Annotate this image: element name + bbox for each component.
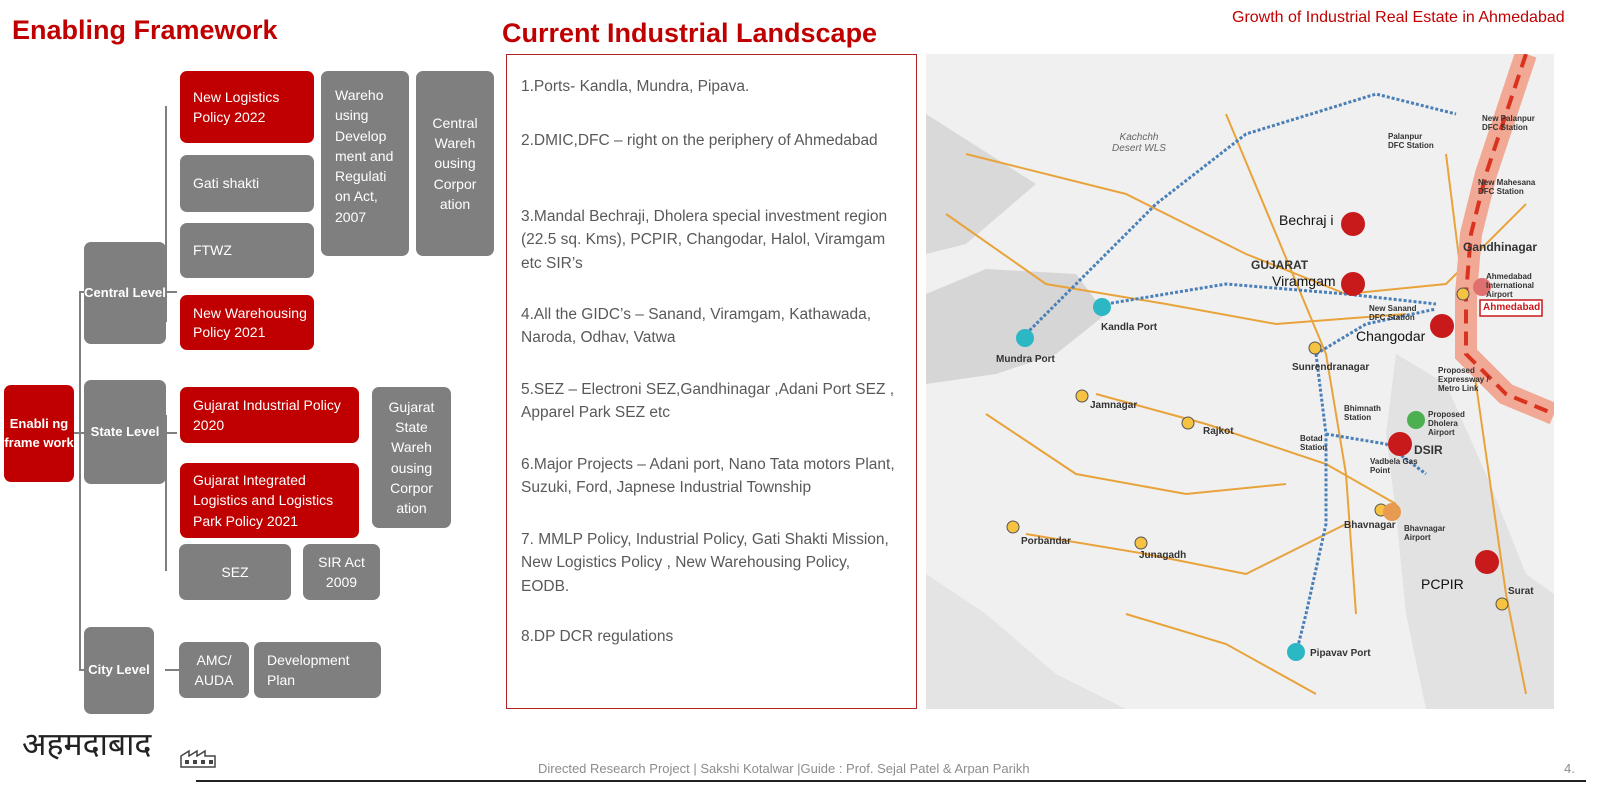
landscape-item-policies: 7. MMLP Policy, Industrial Policy, Gati Shakti Mission, New Logistics Policy , New Warehousing Policy, EODB. (521, 531, 889, 595)
tree-connector-city-h (165, 669, 179, 671)
factory-logo-icon (180, 746, 216, 768)
label-rajkot: Rajkot (1203, 426, 1234, 437)
label-bhavnagar: Bhavnagar (1344, 520, 1396, 531)
ftwz-box: FTWZ (180, 223, 314, 278)
desert-area (926, 54, 1036, 254)
landscape-item-sir: 3.Mandal Bechraji, Dholera special investment region (22.5 sq. Kms), PCPIR, Changodar, Halol, Viramgam etc SIR’s (521, 208, 888, 272)
gujarat-industrial-policy-box: Gujarat Industrial Policy 2020 (180, 387, 359, 443)
new-warehousing-policy-box: New Warehousing Policy 2021 (180, 295, 314, 350)
label-vadbela-gas-point: Vadbela Gas Point (1370, 457, 1418, 475)
label-gujarat: GUJARAT (1251, 258, 1309, 272)
label-mahesana-dfc: New Mahesana DFC Station (1478, 178, 1536, 196)
label-expressway: Proposed Expressway / Metro Link (1438, 366, 1489, 393)
label-pcpir: PCPIR (1421, 576, 1464, 592)
label-pipavav-port: Pipavav Port (1310, 648, 1371, 659)
amc-auda-box: AMC/ AUDA (179, 642, 249, 698)
landscape-item-sez: 5.SEZ – Electroni SEZ,Gandhinagar ,Adani Port SEZ , Apparel Park SEZ etc (521, 381, 895, 422)
label-new-palanpur-dfc: New Palanpur DFC Station (1482, 114, 1535, 132)
city-level-box: City Level (84, 627, 154, 714)
footer-credits: Directed Research Project | Sakshi Kotalwar |Guide : Prof. Sejal Patel & Arpan Parikh (538, 761, 1030, 776)
label-ahmedabad: Ahmedabad (1483, 302, 1541, 313)
port-markers (1016, 298, 1305, 661)
gujarat-state-warehousing-corporation-box: Gujarat State Wareh ousing Corpor ation (372, 387, 451, 528)
gati-shakti-box: Gati shakti (180, 155, 314, 212)
tree-connector-levels (79, 291, 81, 670)
gulf-of-kutch-area (926, 269, 1106, 384)
tree-connector-state-h (165, 432, 177, 434)
label-new-sanand-dfc: New Sanand DFC Station (1369, 304, 1417, 322)
sir-act-box: SIR Act 2009 (303, 544, 380, 600)
new-logistics-policy-box: New Logistics Policy 2022 (180, 71, 314, 143)
landscape-item-ports: 1.Ports- Kandla, Mundra, Pipava. (521, 78, 750, 95)
label-bhimnath-station: Bhimnath Station (1344, 404, 1381, 422)
airport-marker-bhavnagar (1383, 503, 1401, 521)
label-gandhinagar: Gandhinagar (1463, 240, 1538, 254)
label-palanpur-station: Palanpur DFC Station (1388, 132, 1434, 150)
landscape-item-gidc: 4.All the GIDC’s – Sanand, Viramgam, Kathawada, Naroda, Odhav, Vatwa (521, 306, 872, 347)
label-sunrendranagar: Sunrendranagar (1292, 362, 1370, 373)
label-junagadh: Junagadh (1139, 550, 1187, 561)
label-porbandar: Porbandar (1021, 536, 1072, 547)
landscape-item-dmic: 2.DMIC,DFC – right on the periphery of Ahmedabad (521, 132, 878, 149)
label-changodar: Changodar (1356, 328, 1426, 344)
page-number: 4. (1564, 761, 1575, 776)
label-mundra-port: Mundra Port (996, 354, 1055, 365)
label-viramgam: Viramgam (1272, 273, 1336, 289)
slide-header: Growth of Industrial Real Estate in Ahmedabad (1232, 9, 1565, 26)
landscape-title: Current Industrial Landscape (502, 18, 878, 48)
sez-box: SEZ (179, 544, 291, 600)
rail-layer (1026, 94, 1456, 654)
label-surat: Surat (1508, 586, 1534, 597)
gujarat-map (926, 54, 1554, 709)
label-kachchh-desert: Kachchh Desert WLS (1112, 132, 1166, 154)
arabian-sea-area (926, 574, 1126, 709)
label-botad-station: Botad Station (1300, 434, 1328, 452)
enabling-framework-title: Enabling Framework (12, 15, 278, 45)
label-jamnagar: Jamnagar (1090, 400, 1138, 411)
label-bechraji: Bechraj i (1279, 212, 1334, 228)
label-dsir: DSIR (1414, 443, 1443, 457)
central-warehousing-corporation-box: Central Wareh ousing Corpor ation (416, 71, 494, 256)
landscape-item-dp: 8.DP DCR regulations (521, 628, 674, 645)
landscape-box (506, 54, 917, 709)
tree-connector-central-h (165, 291, 177, 293)
label-dholera-airport: Proposed Dholera Airport (1428, 410, 1465, 437)
gujarat-logistics-park-policy-box: Gujarat Integrated Logistics and Logistics Park Policy 2021 (180, 463, 359, 538)
enabling-framework-root: Enabli ng frame work (4, 385, 74, 482)
footer-divider (196, 780, 1586, 782)
label-kandla-port: Kandla Port (1101, 322, 1158, 333)
state-level-box: State Level (84, 380, 166, 484)
development-plan-box: Development Plan (254, 642, 381, 698)
airport-marker-dholera (1407, 411, 1425, 429)
label-ahmedabad-airport: Ahmedabad International Airport (1486, 272, 1535, 299)
ahmedabad-logo-text: अहमदाबाद (22, 725, 152, 763)
label-bhavnagar-airport: Bhavnagar Airport (1404, 524, 1446, 542)
warehousing-act-box: Wareho using Develop ment and Regulati on Act, 2007 (321, 71, 409, 256)
landscape-item-projects: 6.Major Projects – Adani port, Nano Tata motors Plant, Suzuki, Ford, Japnese Industrial Township (521, 456, 895, 497)
central-level-box: Central Level (84, 242, 166, 344)
